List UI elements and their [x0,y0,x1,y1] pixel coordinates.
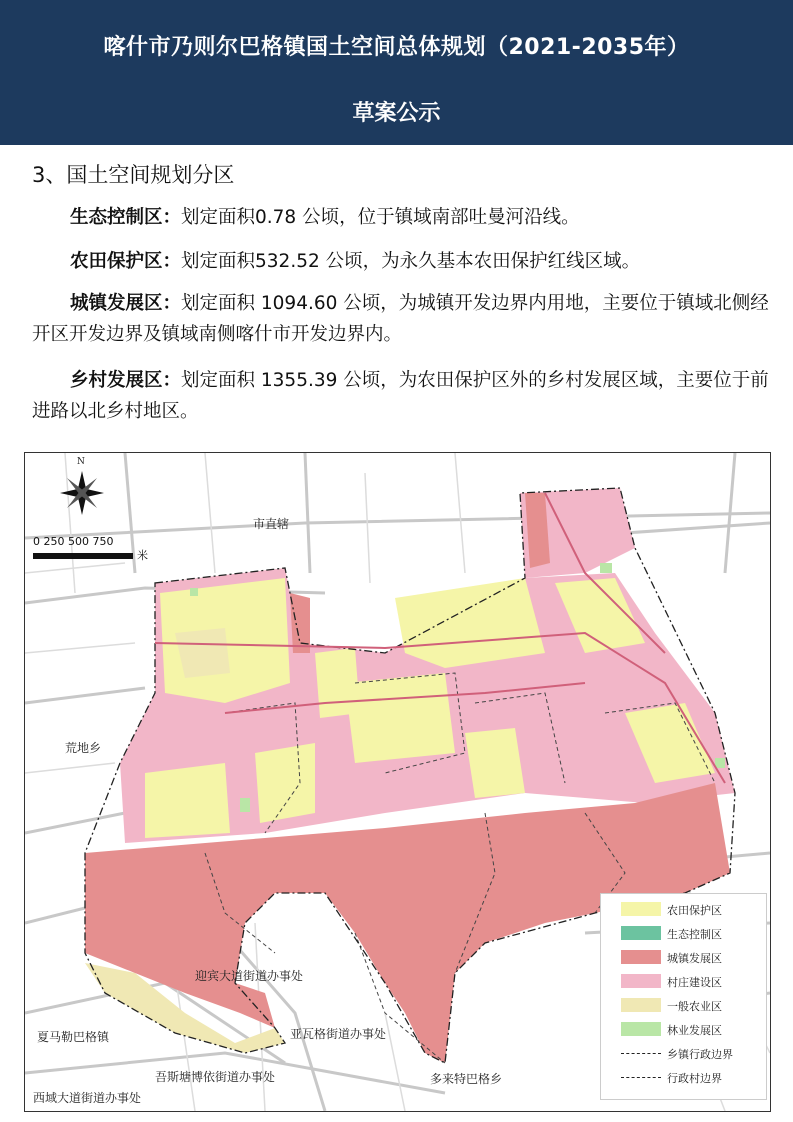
legend-swatch [621,1022,661,1036]
page-title: 喀什市乃则尔巴格镇国土空间总体规划（2021-2035年） [103,35,690,60]
legend-label: 行政村边界 [667,1072,722,1085]
scale-unit: 米 [137,549,148,562]
term: 生态控制区： [70,207,182,228]
map-legend [600,893,767,1100]
paragraph-ecological [32,202,772,233]
text: 划定面积532.52 公顷，为永久基本农田保护红线区域。 [181,251,641,272]
legend-swatch [621,998,661,1012]
label-yawage: 亚瓦格街道办事处 [290,1027,387,1041]
term: 农田保护区： [70,251,182,272]
legend-label: 林业发展区 [667,1024,722,1037]
label-xiyu: 西域大道街道办事处 [33,1091,142,1105]
legend-label: 城镇发展区 [667,952,722,965]
section-heading: 3、国土空间规划分区 [32,163,235,187]
header-banner [0,0,793,145]
legend-label: 一般农业区 [667,1000,722,1013]
label-shizhixia: 市直辖 [253,517,290,531]
page-subtitle: 草案公示 [352,101,441,126]
text: 划定面积 1355.39 公顷，为农田保护区外的乡村发展区域，主要位于前进路以北乡村地区。 [32,370,769,422]
legend-swatch [621,974,661,988]
dash-dot-line-symbol [621,1053,661,1054]
scale-bar-graphic [33,553,133,559]
label-yingbin: 迎宾大道街道办事处 [195,969,304,983]
legend-label: 村庄建设区 [667,976,722,989]
term: 城镇发展区： [70,293,182,314]
label-jisitang: 吾斯塘博依街道办事处 [155,1070,276,1084]
text: 划定面积0.78 公顷，位于镇域南部吐曼河沿线。 [181,207,580,228]
legend-swatch [621,902,661,916]
zoning-map [24,452,771,1112]
dashed-line-symbol [621,1077,661,1078]
label-xiamale: 夏马勒巴格镇 [37,1030,110,1044]
north-label: N [77,457,85,467]
label-duolai: 多来特巴格乡 [430,1072,503,1086]
legend-label: 生态控制区 [667,928,722,941]
legend-label: 乡镇行政边界 [667,1048,733,1061]
compass-icon [47,461,117,523]
term: 乡村发展区： [70,370,182,391]
legend-swatch [621,926,661,940]
scale-numbers: 0 250 500 750 [33,535,114,548]
paragraph-rural [32,365,772,427]
legend-label: 农田保护区 [667,904,722,917]
paragraph-urban [32,288,772,350]
paragraph-farmland [32,246,772,277]
legend-swatch [621,950,661,964]
label-huangdi: 荒地乡 [65,741,102,755]
text: 划定面积 1094.60 公顷，为城镇开发边界内用地，主要位于镇域北侧经开区开发边界及镇域南侧喀什市开发边界内。 [32,293,769,345]
